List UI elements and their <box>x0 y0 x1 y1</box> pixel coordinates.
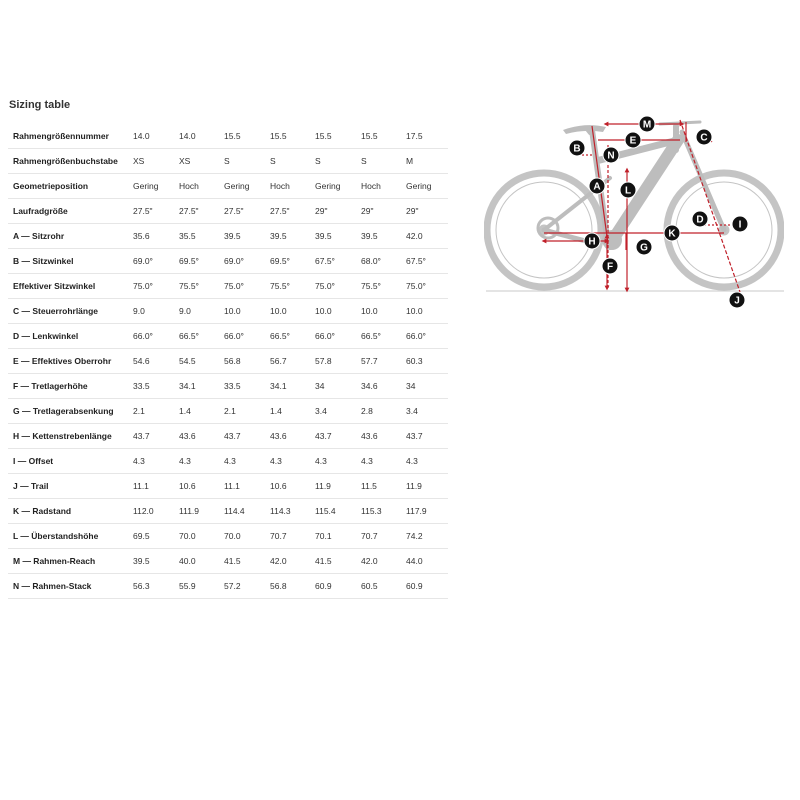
table-cell: Hoch <box>179 174 224 199</box>
table-cell: S <box>361 149 406 174</box>
table-cell: 70.1 <box>315 524 361 549</box>
table-cell: 66.5° <box>179 324 224 349</box>
table-cell: 9.0 <box>133 299 179 324</box>
table-cell: 15.5 <box>270 124 315 149</box>
row-label: Rahmengrößennummer <box>8 124 133 149</box>
table-row <box>8 124 448 149</box>
table-cell: 57.2 <box>224 574 270 599</box>
table-cell: 42.0 <box>361 549 406 574</box>
marker-label: D <box>696 214 704 226</box>
table-cell: 69.5° <box>179 249 224 274</box>
table-cell: 39.5 <box>224 224 270 249</box>
table-cell: 57.8 <box>315 349 361 374</box>
table-cell: 114.4 <box>224 499 270 524</box>
table-cell: 112.0 <box>133 499 179 524</box>
table-cell: 11.9 <box>315 474 361 499</box>
table-cell: 114.3 <box>270 499 315 524</box>
table-cell: 40.0 <box>179 549 224 574</box>
table-row <box>8 324 448 349</box>
table-cell: 2.8 <box>361 399 406 424</box>
row-label: B — Sitzwinkel <box>8 249 133 274</box>
table-row <box>8 299 448 324</box>
row-label: K — Radstand <box>8 499 133 524</box>
table-cell: 74.2 <box>406 524 448 549</box>
marker-e <box>625 132 641 148</box>
table-cell: 41.5 <box>315 549 361 574</box>
table-cell: 15.5 <box>315 124 361 149</box>
table-cell: 34.1 <box>179 374 224 399</box>
marker-label: N <box>607 150 615 162</box>
row-label: N — Rahmen-Stack <box>8 574 133 599</box>
marker-label: I <box>738 219 742 231</box>
table-cell: 4.3 <box>361 449 406 474</box>
row-label: E — Effektives Oberrohr <box>8 349 133 374</box>
table-cell: 29" <box>315 199 361 224</box>
table-cell: 10.0 <box>270 299 315 324</box>
table-row <box>8 374 448 399</box>
table-row <box>8 524 448 549</box>
marker-label: C <box>700 132 708 144</box>
table-cell: 9.0 <box>179 299 224 324</box>
table-cell: Hoch <box>270 174 315 199</box>
table-cell: 10.6 <box>270 474 315 499</box>
table-cell: 39.5 <box>361 224 406 249</box>
table-cell: Hoch <box>361 174 406 199</box>
marker-label: K <box>668 228 676 240</box>
table-row <box>8 224 448 249</box>
table-cell: 15.5 <box>361 124 406 149</box>
table-cell: 34.6 <box>361 374 406 399</box>
table-cell: 115.3 <box>361 499 406 524</box>
table-cell: 4.3 <box>270 449 315 474</box>
table-cell: 69.5° <box>270 249 315 274</box>
table-cell: 2.1 <box>133 399 179 424</box>
table-cell: 66.0° <box>406 324 448 349</box>
table-cell: 34 <box>406 374 448 399</box>
table-cell: Gering <box>406 174 448 199</box>
marker-l <box>620 182 636 198</box>
table-cell: 10.0 <box>315 299 361 324</box>
table-row <box>8 174 448 199</box>
marker-n <box>603 147 619 163</box>
table-cell: 75.5° <box>270 274 315 299</box>
table-cell: 60.9 <box>406 574 448 599</box>
table-cell: S <box>224 149 270 174</box>
table-row <box>8 449 448 474</box>
table-cell: M <box>406 149 448 174</box>
table-cell: 10.0 <box>224 299 270 324</box>
table-cell: 70.7 <box>361 524 406 549</box>
table-cell: 27.5" <box>133 199 179 224</box>
table-cell: 56.7 <box>270 349 315 374</box>
table-cell: 111.9 <box>179 499 224 524</box>
table-cell: 10.0 <box>361 299 406 324</box>
row-label: H — Kettenstrebenlänge <box>8 424 133 449</box>
table-cell: 66.0° <box>133 324 179 349</box>
table-cell: 14.0 <box>133 124 179 149</box>
table-cell: 75.5° <box>361 274 406 299</box>
table-cell: 27.5" <box>270 199 315 224</box>
table-cell: 75.0° <box>224 274 270 299</box>
table-row <box>8 549 448 574</box>
marker-k <box>664 225 680 241</box>
marker-label: L <box>624 185 632 197</box>
table-cell: 11.1 <box>133 474 179 499</box>
table-cell: 27.5" <box>224 199 270 224</box>
marker-a <box>589 178 605 194</box>
table-row <box>8 499 448 524</box>
table-cell: Gering <box>133 174 179 199</box>
table-cell: 67.5° <box>315 249 361 274</box>
table-cell: 39.5 <box>315 224 361 249</box>
table-cell: 43.7 <box>133 424 179 449</box>
table-cell: 39.5 <box>133 549 179 574</box>
table-row <box>8 249 448 274</box>
table-cell: 33.5 <box>224 374 270 399</box>
table-cell: 75.0° <box>133 274 179 299</box>
table-cell: 34.1 <box>270 374 315 399</box>
row-label: L — Überstandshöhe <box>8 524 133 549</box>
table-cell: 35.5 <box>179 224 224 249</box>
table-cell: 70.0 <box>224 524 270 549</box>
table-cell: 115.4 <box>315 499 361 524</box>
table-cell: 41.5 <box>224 549 270 574</box>
row-label: D — Lenkwinkel <box>8 324 133 349</box>
table-row <box>8 574 448 599</box>
table-cell: XS <box>133 149 179 174</box>
table-cell: 35.6 <box>133 224 179 249</box>
table-cell: 29" <box>361 199 406 224</box>
table-cell: 43.6 <box>361 424 406 449</box>
row-label: J — Trail <box>8 474 133 499</box>
row-label: Effektiver Sitzwinkel <box>8 274 133 299</box>
table-row <box>8 274 448 299</box>
table-cell: 33.5 <box>133 374 179 399</box>
table-cell: 10.0 <box>406 299 448 324</box>
row-label: Geometrieposition <box>8 174 133 199</box>
table-cell: 69.5 <box>133 524 179 549</box>
table-cell: 1.4 <box>179 399 224 424</box>
marker-label: M <box>642 119 652 131</box>
row-label: I — Offset <box>8 449 133 474</box>
marker-f <box>602 258 618 274</box>
table-cell: 29" <box>406 199 448 224</box>
table-cell: 2.1 <box>224 399 270 424</box>
marker-label: E <box>629 135 637 147</box>
table-cell: 56.8 <box>270 574 315 599</box>
table-cell: 67.5° <box>406 249 448 274</box>
table-cell: 43.6 <box>179 424 224 449</box>
marker-c <box>696 129 712 145</box>
marker-i <box>732 216 748 232</box>
table-cell: 4.3 <box>224 449 270 474</box>
table-cell: 54.6 <box>133 349 179 374</box>
row-label: A — Sitzrohr <box>8 224 133 249</box>
table-cell: 43.7 <box>406 424 448 449</box>
table-cell: S <box>270 149 315 174</box>
table-cell: 44.0 <box>406 549 448 574</box>
table-cell: 68.0° <box>361 249 406 274</box>
table-cell: 27.5" <box>179 199 224 224</box>
table-row <box>8 349 448 374</box>
row-label: G — Tretlagerabsenkung <box>8 399 133 424</box>
table-cell: 56.8 <box>224 349 270 374</box>
table-row <box>8 149 448 174</box>
table-cell: 75.5° <box>179 274 224 299</box>
table-cell: 66.0° <box>315 324 361 349</box>
table-cell: 57.7 <box>361 349 406 374</box>
table-cell: 4.3 <box>406 449 448 474</box>
table-cell: 60.3 <box>406 349 448 374</box>
marker-label: H <box>588 236 596 248</box>
table-cell: 75.0° <box>315 274 361 299</box>
table-cell: XS <box>179 149 224 174</box>
table-cell: 10.6 <box>179 474 224 499</box>
table-row <box>8 474 448 499</box>
table-cell: 11.9 <box>406 474 448 499</box>
table-cell: 3.4 <box>315 399 361 424</box>
sizing-table-title: Sizing table <box>9 99 71 111</box>
marker-label: F <box>606 261 614 273</box>
table-cell: Gering <box>315 174 361 199</box>
table-cell: 1.4 <box>270 399 315 424</box>
marker-b <box>569 140 585 156</box>
table-row <box>8 399 448 424</box>
table-cell: 3.4 <box>406 399 448 424</box>
table-cell: 43.6 <box>270 424 315 449</box>
table-cell: 15.5 <box>224 124 270 149</box>
table-cell: 14.0 <box>179 124 224 149</box>
marker-label: G <box>640 242 648 254</box>
table-cell: 69.0° <box>224 249 270 274</box>
table-cell: 54.5 <box>179 349 224 374</box>
marker-label: B <box>573 143 581 155</box>
table-cell: 75.0° <box>406 274 448 299</box>
marker-d <box>692 211 708 227</box>
marker-g <box>636 239 652 255</box>
table-cell: 66.0° <box>224 324 270 349</box>
table-cell: 55.9 <box>179 574 224 599</box>
sizing-table <box>8 124 448 599</box>
row-label: F — Tretlagerhöhe <box>8 374 133 399</box>
table-cell: S <box>315 149 361 174</box>
table-cell: 34 <box>315 374 361 399</box>
table-cell: 43.7 <box>315 424 361 449</box>
table-cell: 43.7 <box>224 424 270 449</box>
marker-m <box>639 116 655 132</box>
row-label: M — Rahmen-Reach <box>8 549 133 574</box>
table-cell: 69.0° <box>133 249 179 274</box>
table-cell: 70.7 <box>270 524 315 549</box>
table-cell: 66.5° <box>270 324 315 349</box>
table-cell: 17.5 <box>406 124 448 149</box>
marker-label: J <box>734 295 740 307</box>
table-cell: 117.9 <box>406 499 448 524</box>
marker-label: A <box>593 181 601 193</box>
table-row <box>8 424 448 449</box>
bike-saddle <box>563 125 606 134</box>
table-cell: 56.3 <box>133 574 179 599</box>
row-label: C — Steuerrohrlänge <box>8 299 133 324</box>
table-cell: 42.0 <box>270 549 315 574</box>
table-cell: 60.9 <box>315 574 361 599</box>
table-cell: 39.5 <box>270 224 315 249</box>
table-cell: 66.5° <box>361 324 406 349</box>
table-cell: 11.1 <box>224 474 270 499</box>
table-cell: 42.0 <box>406 224 448 249</box>
table-cell: 70.0 <box>179 524 224 549</box>
row-label: Laufradgröße <box>8 199 133 224</box>
table-cell: 11.5 <box>361 474 406 499</box>
table-cell: 60.5 <box>361 574 406 599</box>
marker-j <box>729 292 745 308</box>
table-cell: 4.3 <box>133 449 179 474</box>
table-row <box>8 199 448 224</box>
table-cell: 4.3 <box>315 449 361 474</box>
bike-geometry-diagram <box>484 110 784 310</box>
table-cell: Gering <box>224 174 270 199</box>
table-cell: 4.3 <box>179 449 224 474</box>
row-label: Rahmengrößenbuchstabe <box>8 149 133 174</box>
marker-h <box>584 233 600 249</box>
